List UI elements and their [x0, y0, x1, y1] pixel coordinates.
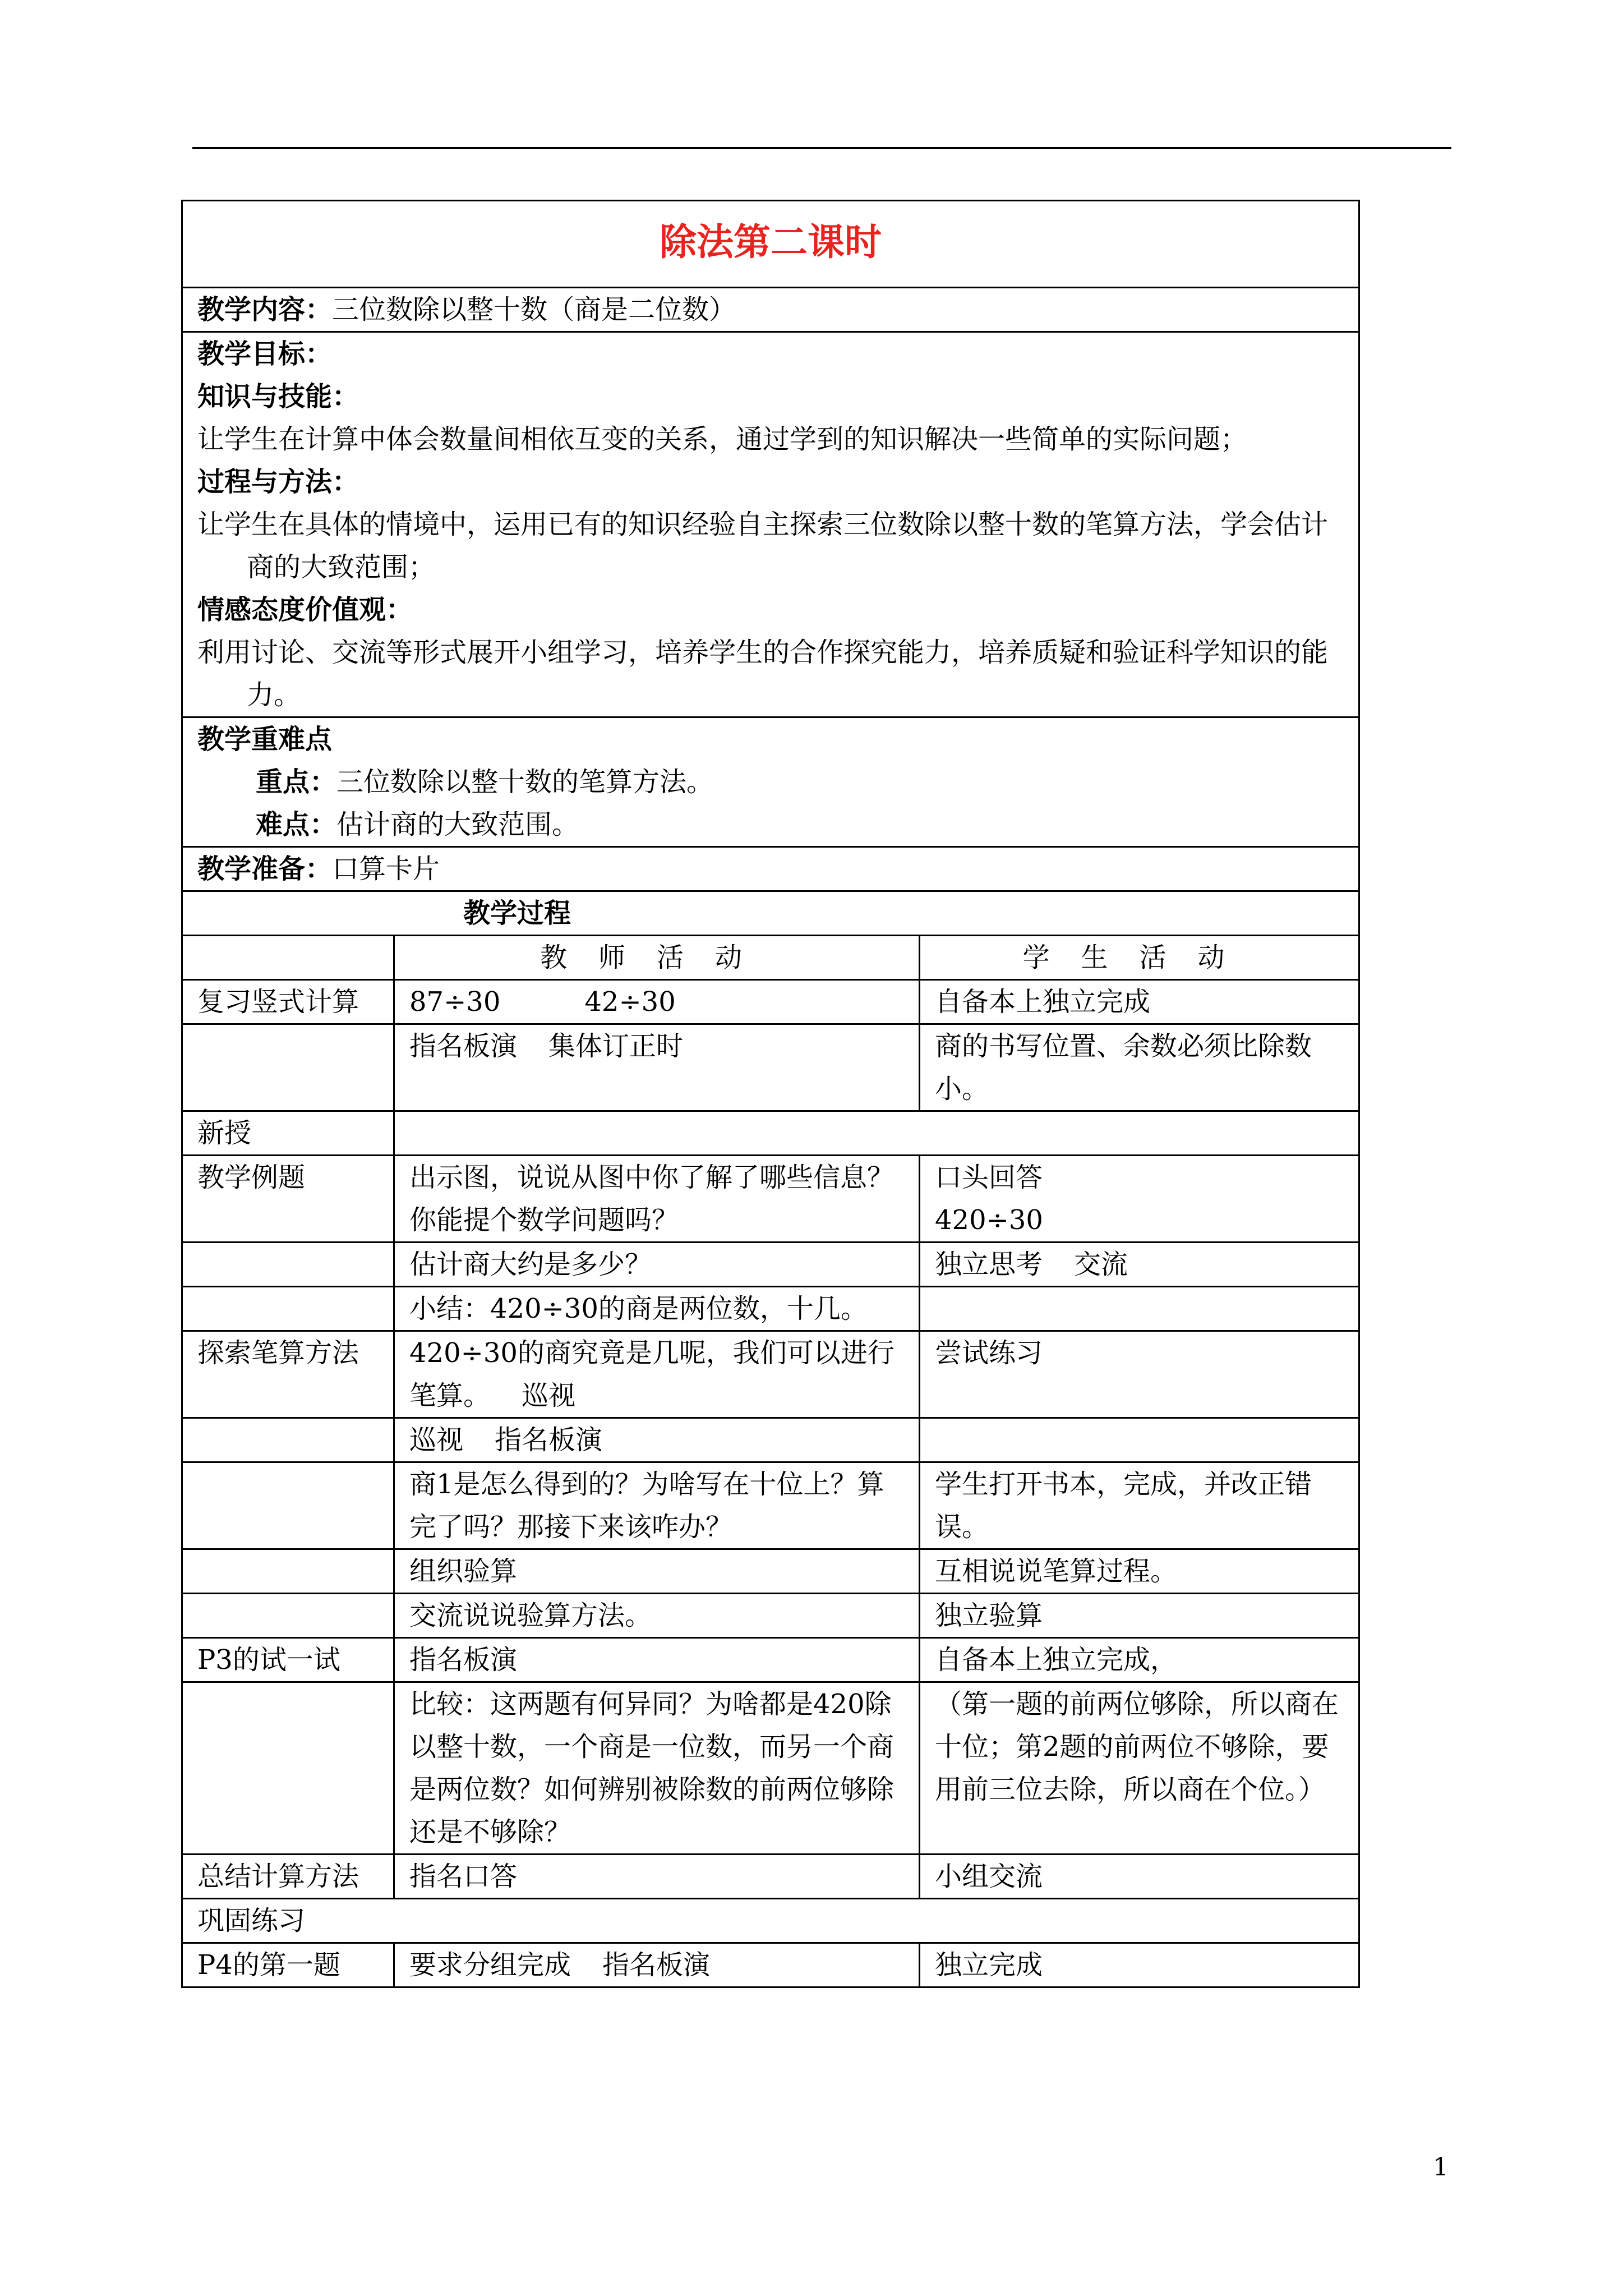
hard-label: 难点： [256, 809, 337, 840]
stage-cell: 教学例题 [182, 1156, 394, 1243]
stage-cell: P3的试一试 [182, 1638, 394, 1682]
student-cell: 自备本上独立完成， [920, 1638, 1359, 1682]
stage-cell: P4的第一题 [182, 1943, 394, 1987]
table-row [182, 1682, 1359, 1855]
teacher-cell: 交流说说验算方法。 [394, 1594, 920, 1638]
student-cell: 独立思考 交流 [920, 1243, 1359, 1287]
stage-cell [182, 1682, 394, 1855]
key-label: 重点： [256, 766, 337, 798]
page-number: 1 [1433, 2153, 1449, 2182]
student-cell: 自备本上独立完成 [920, 980, 1359, 1024]
stage-cell [182, 1024, 394, 1111]
stage-cell [182, 1287, 394, 1331]
stage-cell [182, 1549, 394, 1594]
hard-text: 估计商的大致范围。 [336, 809, 579, 840]
student-cell: 商的书写位置、余数必须比除数小。 [920, 1024, 1359, 1111]
stage-cell: 探索笔算方法 [182, 1331, 394, 1418]
table-row [182, 1156, 1359, 1243]
student-cell: 学生打开书本，完成，并改正错误。 [920, 1462, 1359, 1549]
table-row [182, 1287, 1359, 1331]
student-column-header: 学生活动 [1022, 942, 1256, 973]
knowledge-text: 让学生在计算中体会数量间相依互变的关系，通过学到的知识解决一些简单的实际问题； [197, 424, 1248, 455]
preparation-text: 口算卡片 [332, 853, 440, 885]
page-title: 除法第二课时 [660, 220, 882, 264]
header-rule [192, 147, 1451, 149]
table-row [182, 1111, 1359, 1156]
stage-cell: 总结计算方法 [182, 1855, 394, 1899]
teacher-cell: 指名板演 集体订正时 [394, 1024, 920, 1111]
student-cell: 独立完成 [920, 1943, 1359, 1987]
table-row [182, 1549, 1359, 1594]
process-heading: 教学过程 [463, 898, 571, 929]
content-row [182, 288, 1359, 332]
student-cell: 独立验算 [920, 1594, 1359, 1638]
process-label: 过程与方法： [197, 466, 359, 498]
student-cell: 小组交流 [920, 1855, 1359, 1899]
table-row [182, 1855, 1359, 1899]
teacher-cell: 指名板演 [394, 1638, 920, 1682]
table-row [182, 1899, 1359, 1943]
table-row [182, 1243, 1359, 1287]
stage-cell: 新授 [182, 1111, 394, 1156]
key-points-row [182, 717, 1359, 847]
knowledge-label: 知识与技能： [197, 381, 359, 412]
key-text: 三位数除以整十数的笔算方法。 [336, 766, 714, 798]
stage-cell [182, 1594, 394, 1638]
student-cell: 口头回答 420÷30 [920, 1156, 1359, 1243]
teacher-cell [394, 1111, 1359, 1156]
teacher-cell: 420÷30的商究竟是几呢，我们可以进行笔算。 巡视 [394, 1331, 920, 1418]
student-cell [920, 1418, 1359, 1462]
preparation-label: 教学准备： [197, 853, 333, 885]
teacher-cell: 小结：420÷30的商是两位数，十几。 [394, 1287, 920, 1331]
table-row [182, 980, 1359, 1024]
teacher-cell: 巡视 指名板演 [394, 1418, 920, 1462]
teacher-cell: 估计商大约是多少？ [394, 1243, 920, 1287]
stage-cell [182, 1418, 394, 1462]
table-row [182, 1418, 1359, 1462]
process-heading-row [182, 891, 1359, 936]
table-row [182, 1024, 1359, 1111]
stage-cell [182, 1243, 394, 1287]
key-points-label: 教学重难点 [197, 724, 333, 755]
process-text: 让学生在具体的情境中，运用已有的知识经验自主探索三位数除以整十数的笔算方法，学会估计商的大致范围； [197, 509, 1329, 583]
stage-cell: 巩固练习 [182, 1899, 1359, 1943]
stage-cell [182, 1462, 394, 1549]
table-row [182, 1331, 1359, 1418]
table-row [182, 1462, 1359, 1549]
student-cell: 互相说说笔算过程。 [920, 1549, 1359, 1594]
content-label: 教学内容： [197, 294, 333, 325]
stage-cell: 复习竖式计算 [182, 980, 394, 1024]
teacher-cell: 出示图，说说从图中你了解了哪些信息？你能提个数学问题吗？ [394, 1156, 920, 1243]
teacher-cell: 87÷30 42÷30 [394, 980, 920, 1024]
content-text: 三位数除以整十数（商是二位数） [332, 294, 736, 325]
student-cell [920, 1287, 1359, 1331]
student-cell: 尝试练习 [920, 1331, 1359, 1418]
student-cell: （第一题的前两位够除，所以商在十位；第2题的前两位不够除，要用前三位去除，所以商在个位。） [920, 1682, 1359, 1855]
teacher-cell: 组织验算 [394, 1549, 920, 1594]
table-row [182, 1594, 1359, 1638]
preparation-row [182, 847, 1359, 891]
objectives-row [182, 332, 1359, 717]
lesson-plan-table [181, 200, 1360, 1988]
emotion-text: 利用讨论、交流等形式展开小组学习，培养学生的合作探究能力，培养质疑和验证科学知识的能力。 [197, 637, 1329, 711]
table-row [182, 1943, 1359, 1987]
teacher-cell: 要求分组完成 指名板演 [394, 1943, 920, 1987]
column-header-row [182, 936, 1359, 980]
teacher-cell: 比较：这两题有何异同？为啥都是420除以整十数，一个商是一位数，而另一个商是两位数？如何辨别被除数的前两位够除还是不够除？ [394, 1682, 920, 1855]
title-row [182, 201, 1359, 288]
teacher-column-header: 教师活动 [540, 942, 773, 973]
objectives-label: 教学目标： [197, 338, 333, 370]
emotion-label: 情感态度价值观： [197, 594, 413, 625]
teacher-cell: 商1是怎么得到的？为啥写在十位上？算完了吗？那接下来该咋办？ [394, 1462, 920, 1549]
teacher-cell: 指名口答 [394, 1855, 920, 1899]
table-row [182, 1638, 1359, 1682]
